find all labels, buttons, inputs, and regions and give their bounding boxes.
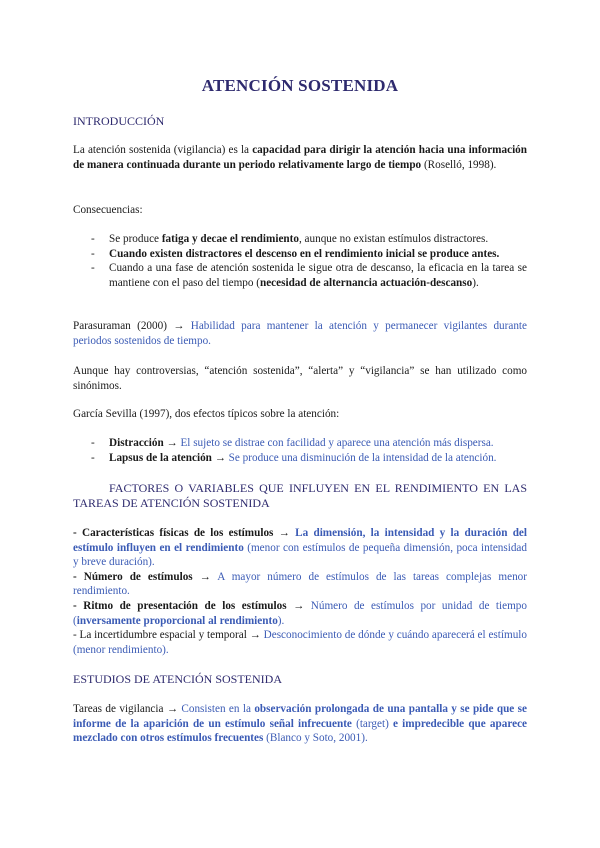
section-heading-factores: FACTORES O VARIABLES QUE INFLUYEN EN EL RENDIMIENTO EN LAS TAREAS DE ATENCIÓN SOSTENIDA bbox=[73, 481, 527, 510]
list-item: - Cuando a una fase de atención sostenida le sigue otra de descanso, la eficacia en la tarea se mantiene con el paso del tiempo (necesidad de alternancia actuación-descanso). bbox=[73, 261, 527, 290]
intro-paragraph: La atención sostenida (vigilancia) es la capacidad para dirigir la atención hacia una información de manera continuada durante un periodo relativamente largo de tiempo (Roselló, 1998). bbox=[73, 144, 527, 171]
factores-list bbox=[73, 526, 527, 657]
section-heading-introduccion: INTRODUCCIÓN bbox=[73, 114, 165, 128]
section-heading-estudios: ESTUDIOS DE ATENCIÓN SOSTENIDA bbox=[73, 672, 282, 686]
factor-item: - Ritmo de presentación de los estímulos → Número de estímulos por unidad de tiempo (inversamente proporcional al rendimiento). bbox=[73, 599, 527, 627]
consecuencias-label: Consecuencias: bbox=[73, 204, 143, 216]
efectos-list bbox=[73, 436, 527, 465]
list-item: - Se produce fatiga y decae el rendimiento, aunque no existan estímulos distractores. bbox=[73, 232, 527, 247]
factor-item: - Número de estímulos → A mayor número de estímulos de las tareas complejas menor rendimiento. bbox=[73, 570, 527, 598]
garcia-paragraph: García Sevilla (1997), dos efectos típicos sobre la atención: bbox=[73, 408, 340, 420]
page-title: ATENCIÓN SOSTENIDA bbox=[201, 76, 399, 95]
consecuencias-list bbox=[73, 232, 527, 290]
aunque-paragraph: Aunque hay controversias, “atención sostenida”, “alerta” y “vigilancia” se han utilizado como sinónimos. bbox=[73, 365, 527, 392]
factor-item: - Características físicas de los estímulos → La dimensión, la intensidad y la duración del estímulo influyen en el rendimiento (menor con estímulos de pequeña dimensión, poca intensidad y breve duración). bbox=[73, 527, 527, 569]
estudios-paragraph: Tareas de vigilancia → Consisten en la observación prolongada de una pantalla y se pide que se informe de la aparición de un estímulo señal infrecuente (target) e impredecible que aparece mezclado con otros estímulos frecuentes (Blanco y Soto, 2001). bbox=[73, 703, 527, 745]
list-item: - Lapsus de la atención → Se produce una disminución de la intensidad de la atención. bbox=[73, 451, 527, 466]
list-item: - Distracción → El sujeto se distrae con facilidad y aparece una atención más dispersa. bbox=[73, 436, 527, 451]
list-item: - Cuando existen distractores el descenso en el rendimiento inicial se produce antes. bbox=[73, 247, 527, 262]
factor-item: - La incertidumbre espacial y temporal → Desconocimiento de dónde y cuándo aparecerá el estímulo (menor rendimiento). bbox=[73, 629, 527, 656]
parasuraman-paragraph: Parasuraman (2000) → Habilidad para mantener la atención y permanecer vigilantes durante periodos sostenidos de tiempo. bbox=[73, 320, 527, 347]
